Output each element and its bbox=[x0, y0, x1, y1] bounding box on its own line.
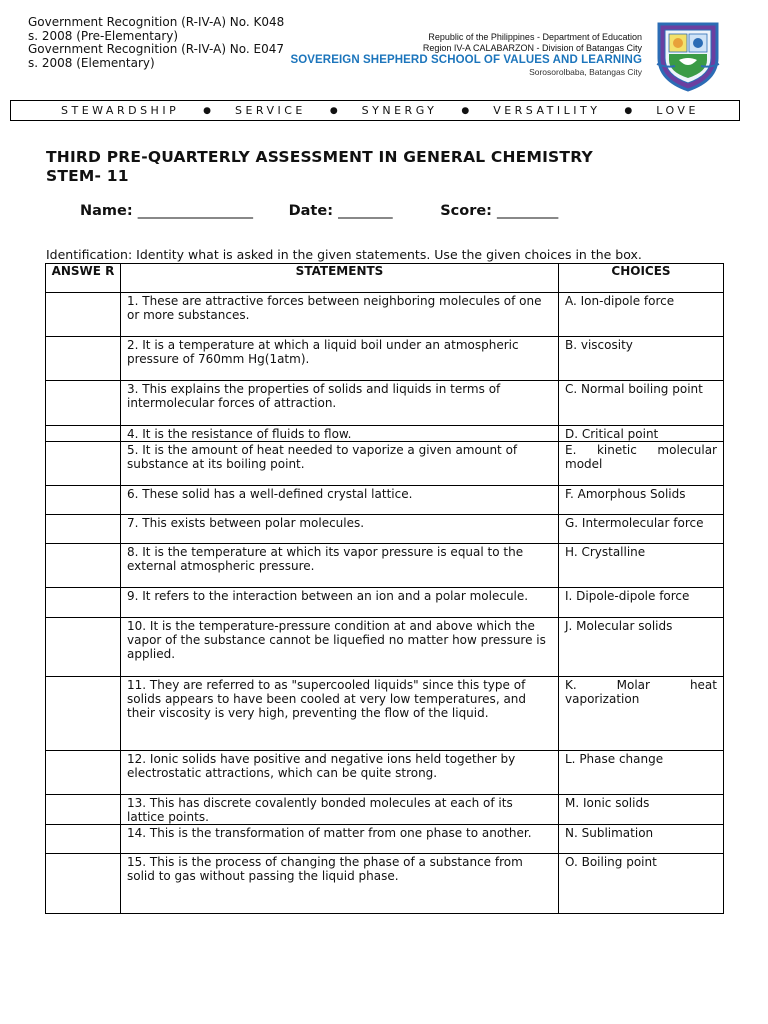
answer-cell[interactable] bbox=[46, 795, 121, 825]
choice-cell: D. Critical point bbox=[559, 426, 724, 442]
choice-cell: E. kinetic molecular model bbox=[559, 442, 724, 486]
table-row bbox=[46, 588, 724, 618]
table-row bbox=[46, 618, 724, 677]
choice-cell: H. Crystalline bbox=[559, 544, 724, 588]
statement-cell: 5. It is the amount of heat needed to vaporize a given amount of substance at its boiling point. bbox=[121, 442, 559, 486]
statement-cell: 12. Ionic solids have positive and negative ions held together by electrostatic attractions, which can be quite strong. bbox=[121, 751, 559, 795]
date-label: Date: bbox=[288, 203, 333, 219]
choice-cell: C. Normal boiling point bbox=[559, 381, 724, 426]
gov-line: s. 2008 (Elementary) bbox=[28, 55, 155, 70]
value-stewardship: STEWARDSHIP bbox=[61, 104, 180, 117]
score-label: Score: bbox=[440, 203, 492, 219]
answer-cell[interactable] bbox=[46, 381, 121, 426]
title-line: STEM- 11 bbox=[46, 167, 129, 185]
name-field[interactable]: _________________ bbox=[137, 203, 253, 219]
choice-cell: F. Amorphous Solids bbox=[559, 486, 724, 515]
answer-cell[interactable] bbox=[46, 426, 121, 442]
student-info-row bbox=[80, 203, 558, 219]
name-label: Name: bbox=[80, 203, 133, 219]
choices-header: CHOICES bbox=[559, 264, 724, 293]
statement-cell: 9. It refers to the interaction between an ion and a polar molecule. bbox=[121, 588, 559, 618]
answer-cell[interactable] bbox=[46, 677, 121, 751]
deped-line: Republic of the Philippines - Department of Education bbox=[428, 32, 642, 42]
answer-cell[interactable] bbox=[46, 337, 121, 381]
statement-cell: 10. It is the temperature-pressure condition at and above which the vapor of the substance cannot be liquefied no matter how pressure is applied. bbox=[121, 618, 559, 677]
title-line: THIRD PRE-QUARTERLY ASSESSMENT IN GENERAL CHEMISTRY bbox=[46, 148, 593, 166]
school-address: Sorosorolbaba, Batangas City bbox=[529, 67, 642, 77]
identification-table bbox=[45, 263, 724, 914]
statement-cell: 14. This is the transformation of matter from one phase to another. bbox=[121, 825, 559, 854]
value-versatility: VERSATILITY bbox=[493, 104, 601, 117]
answer-cell[interactable] bbox=[46, 515, 121, 544]
school-name: SOVEREIGN SHEPHERD SCHOOL OF VALUES AND LEARNING bbox=[290, 54, 642, 66]
answer-cell[interactable] bbox=[46, 293, 121, 337]
deped-header bbox=[290, 32, 642, 78]
table-row bbox=[46, 337, 724, 381]
choice-cell: L. Phase change bbox=[559, 751, 724, 795]
table-row bbox=[46, 293, 724, 337]
choice-cell: K. Molar heat vaporization bbox=[559, 677, 724, 751]
answer-cell[interactable] bbox=[46, 751, 121, 795]
gov-line: s. 2008 (Pre-Elementary) bbox=[28, 28, 179, 43]
table-row bbox=[46, 486, 724, 515]
table-row bbox=[46, 381, 724, 426]
bullet-separator: ● bbox=[329, 105, 338, 116]
table-row bbox=[46, 677, 724, 751]
answer-cell[interactable] bbox=[46, 825, 121, 854]
statement-cell: 11. They are referred to as "supercooled liquids" since this type of solids appears to have been cooled at very low temperatures, and their viscosity is very high, preventing the flow of the liquid. bbox=[121, 677, 559, 751]
score-field[interactable]: _________ bbox=[497, 203, 558, 219]
statement-cell: 2. It is a temperature at which a liquid boil under an atmospheric pressure of 760mm Hg(1atm). bbox=[121, 337, 559, 381]
deped-line: Region IV-A CALABARZON - Division of Batangas City bbox=[422, 43, 642, 53]
choice-cell: J. Molecular solids bbox=[559, 618, 724, 677]
date-field[interactable]: ________ bbox=[338, 203, 393, 219]
choice-cell: B. viscosity bbox=[559, 337, 724, 381]
choice-cell: I. Dipole-dipole force bbox=[559, 588, 724, 618]
choice-cell: A. Ion-dipole force bbox=[559, 293, 724, 337]
value-synergy: SYNERGY bbox=[361, 104, 438, 117]
core-values-bar bbox=[10, 100, 740, 121]
statement-cell: 8. It is the temperature at which its vapor pressure is equal to the external atmospheric pressure. bbox=[121, 544, 559, 588]
statement-cell: 13. This has discrete covalently bonded molecules at each of its lattice points. bbox=[121, 795, 559, 825]
table-row bbox=[46, 544, 724, 588]
answer-cell[interactable] bbox=[46, 588, 121, 618]
statement-cell: 6. These solid has a well-defined crystal lattice. bbox=[121, 486, 559, 515]
answer-cell[interactable] bbox=[46, 618, 121, 677]
table-row bbox=[46, 854, 724, 914]
statement-cell: 3. This explains the properties of solids and liquids in terms of intermolecular forces of attraction. bbox=[121, 381, 559, 426]
choice-cell: G. Intermolecular force bbox=[559, 515, 724, 544]
answer-cell[interactable] bbox=[46, 486, 121, 515]
value-service: SERVICE bbox=[235, 104, 306, 117]
answer-header: ANSWE R bbox=[46, 264, 121, 293]
page-title bbox=[46, 148, 593, 186]
statements-header: STATEMENTS bbox=[121, 264, 559, 293]
choice-cell: N. Sublimation bbox=[559, 825, 724, 854]
school-logo-icon bbox=[655, 20, 721, 92]
answer-cell[interactable] bbox=[46, 544, 121, 588]
government-recognition bbox=[28, 16, 284, 70]
bullet-separator: ● bbox=[624, 105, 633, 116]
table-row bbox=[46, 825, 724, 854]
statement-cell: 4. It is the resistance of fluids to flow. bbox=[121, 426, 559, 442]
statement-cell: 1. These are attractive forces between neighboring molecules of one or more substances. bbox=[121, 293, 559, 337]
table-row bbox=[46, 426, 724, 442]
statement-cell: 15. This is the process of changing the phase of a substance from solid to gas without passing the liquid phase. bbox=[121, 854, 559, 914]
choice-cell: O. Boiling point bbox=[559, 854, 724, 914]
bullet-separator: ● bbox=[203, 105, 212, 116]
table-row bbox=[46, 442, 724, 486]
answer-cell[interactable] bbox=[46, 854, 121, 914]
answer-cell[interactable] bbox=[46, 442, 121, 486]
table-row bbox=[46, 515, 724, 544]
table-row bbox=[46, 795, 724, 825]
gov-line: Government Recognition (R-IV-A) No. E047 bbox=[28, 42, 285, 56]
choice-cell: M. Ionic solids bbox=[559, 795, 724, 825]
statement-cell: 7. This exists between polar molecules. bbox=[121, 515, 559, 544]
bullet-separator: ● bbox=[461, 105, 470, 116]
instructions: Identification: Identity what is asked in the given statements. Use the given choices in the box. bbox=[46, 247, 642, 262]
value-love: LOVE bbox=[656, 104, 699, 117]
gov-line: Government Recognition (R-IV-A) No. K048 bbox=[28, 15, 285, 29]
table-row bbox=[46, 751, 724, 795]
